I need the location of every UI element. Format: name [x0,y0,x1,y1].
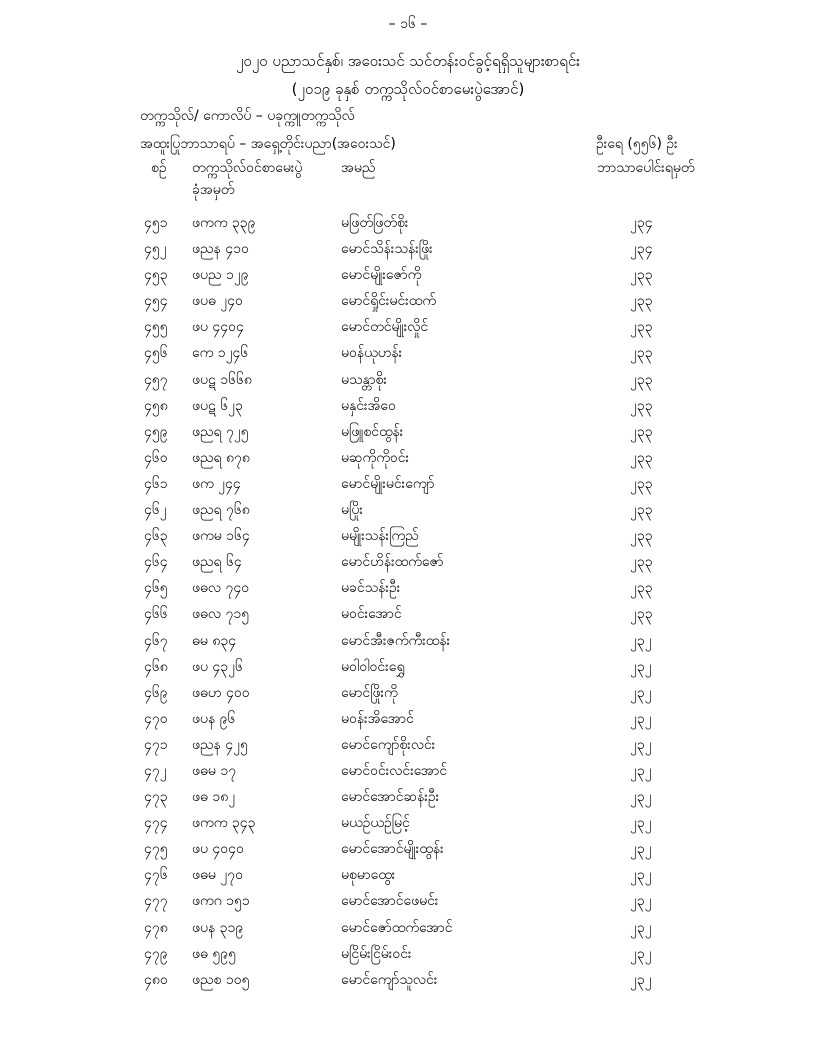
total-marks: ၂၃၂ [630,736,652,753]
table-row [0,291,816,317]
table-row [0,839,816,865]
table-row [0,657,816,683]
table-row [0,891,816,917]
roll-number: ဖကက ၃၄၃ [192,815,256,832]
roll-number: ဖညရ ၇၆၈ [192,502,250,519]
student-name: မောင်မျိုးဇော်ကို [341,267,422,284]
total-marks: ၂၃၃ [630,423,653,440]
table-row [0,396,816,422]
row-number: ၄၇၇ [144,893,168,910]
roll-number: ဓမ ၈၃၄ [192,632,237,649]
student-name: မဝန်ယုဟန်း [341,345,403,362]
roll-number: ဖပန ၃၁၉ [192,919,244,936]
total-marks: ၂၃၂ [630,815,652,832]
row-number: ၄၅၁ [144,215,168,231]
roll-number: ဖညရ ၆၄ [192,554,242,571]
roll-number: ဖကမ ၁၆၄ [192,528,250,545]
table-row [0,448,816,474]
roll-number: ဖက ၂၄၄ [192,475,241,492]
total-marks: ၂၃၃ [630,606,653,623]
table-row [0,422,816,448]
student-count: ဦးရေ (၅၅၆) ဦး [596,136,678,152]
university-label: တက္ကသိုလ်/ ကောလိပ် – ပခုက္ကူတက္ကသိုလ် [140,108,355,124]
total-marks: ၂၃၃ [630,397,653,414]
total-marks: ၂၃၂ [630,841,652,858]
table-row [0,213,816,239]
total-marks: ၂၃၃ [630,502,653,519]
student-name: မစုမာထွေး [341,867,396,884]
total-marks: ၂၃၃ [630,293,653,310]
total-marks: ၂၃၃ [630,580,653,597]
total-marks: ၂၃၂ [630,632,652,649]
table-row [0,239,816,265]
roll-number: ဖဓမ ၂၇၀ [192,867,243,884]
row-number: ၄၅၄ [144,293,168,310]
row-number: ၄၇၂ [144,762,167,779]
table-row [0,604,816,630]
table-row [0,265,816,291]
total-marks: ၂၃၂ [630,893,652,910]
row-number: ၄၇၁ [144,736,168,753]
total-marks: ၂၃၃ [630,554,653,571]
student-name: မပြိုး [341,502,363,519]
table-row [0,787,816,813]
total-marks: ၂၃၂ [630,789,652,806]
total-marks: ၂၃၂ [630,684,652,701]
student-name: မောင်အီးဇက်ကီးထန်း [341,632,451,649]
table-row [0,683,816,709]
table-row [0,970,816,996]
roll-number: ဖပဋ ၆၂၃ [192,397,243,414]
table-row [0,631,816,657]
student-name: မောင်ဝင်းလင်းအောင် [341,762,448,779]
row-number: ၄၇၉ [144,945,168,962]
header-no: စဉ် [151,160,167,176]
header-name: အမည် [341,160,376,176]
row-number: ၄၆၉ [144,684,168,701]
row-number: ၄၅၆ [144,345,168,362]
table-row [0,370,816,396]
roll-number: ဖဓဟ ၄၀၀ [192,684,250,701]
student-name: မောင်ဇော်ထက်အောင် [341,919,453,936]
roll-number: ဖညန ၄၂၅ [192,736,248,753]
row-number: ၄၆၀ [144,449,168,466]
total-marks: ၂၃၂ [630,971,652,988]
student-name: မောင်ရှိုင်းမင်းထက် [341,293,437,310]
row-number: ၄၅၇ [144,371,168,388]
student-name: မောင်တင်မျိုးလှိုင် [341,319,429,336]
total-marks: ၂၃၂ [630,762,652,779]
total-marks: ၂၃၃ [630,528,653,545]
row-number: ၄၅၂ [144,241,167,258]
roll-number: ကေ ၁၂၄၆ [192,345,249,362]
total-marks: ၂၃၃ [630,371,653,388]
major-subject-label: အထူးပြုဘာသာရပ် – အရှေ့တိုင်းပညာ(အဝေးသင်) [140,136,396,152]
row-number: ၄၇၆ [144,867,168,884]
student-name: မသန္တာစိုး [341,371,387,388]
student-name: မဖြူစင်ထွန်း [341,423,404,440]
student-name: မနှင်းအိဝေ [341,397,396,414]
total-marks: ၂၃၂ [630,919,652,936]
row-number: ၄၅၉ [144,423,168,440]
roll-number: ဖညစ ၁၀၅ [192,971,250,988]
row-number: ၄၆၁ [144,475,168,492]
roll-number: ဖပဓ ၂၄၀ [192,293,243,310]
row-number: ၄၈၀ [144,971,168,988]
row-number: ၄၆၂ [144,502,167,519]
table-row [0,735,816,761]
roll-number: ဖညရ ၈၇၈ [192,449,250,466]
row-number: ၄၆၅ [144,580,168,597]
roll-number: ဖပဋ ၁၆၆၈ [192,371,252,388]
roll-number: ဖဓလ ၇၄၀ [192,580,250,597]
total-marks: ၂၃၃ [630,449,653,466]
row-number: ၄၇၈ [144,919,168,936]
total-marks: ၂၃၃ [630,319,653,336]
student-name: မောင်အောင်ဆန်းဦး [341,789,440,806]
roll-number: ဖဓလ ၇၁၅ [192,606,250,623]
table-row [0,526,816,552]
student-name: မောင်ကျော်သူလင်း [341,971,438,988]
roll-number: ဖပ ၄၄၀၄ [192,319,244,336]
row-number: ၄၇၅ [144,841,168,858]
student-name: မဝင်းအောင် [341,606,402,623]
total-marks: ၂၃၄ [630,241,653,258]
table-row [0,578,816,604]
row-number: ၄၆၆ [144,606,168,623]
table-row [0,317,816,343]
roll-number: ဖကက ၃၃၉ [192,215,256,231]
roll-number: ဖညန ၄၁၀ [192,241,249,258]
student-name: မောင်အောင်ဖေမင်း [341,893,439,910]
total-marks: ၂၃၂ [630,658,652,675]
page-number: – ၁၆ – [388,16,428,32]
total-marks: ၂၃၄ [630,215,653,231]
table-row [0,552,816,578]
roll-number: ဖဓ ၁၈၂ [192,789,236,806]
student-name: မယဉ်ယဉ်မြင့် [341,815,410,832]
student-name: မဆုကိုကိုဝင်း [341,449,410,466]
document-title: ၂၀၂၀ ပညာသင်နှစ်၊ အဝေးသင် သင်တန်းဝင်ခွင့်ရရှိသူများစာရင်း [236,52,580,70]
roll-number: ဖပ ၄၃၂၆ [192,658,243,675]
table-row [0,865,816,891]
table-row [0,944,816,970]
roll-number: ဖကဂ ၁၅၁ [192,893,250,910]
table-row [0,500,816,526]
student-name: မောင်အောင်မျိုးထွန်း [341,841,444,858]
total-marks: ၂၃၃ [630,267,653,284]
table-row [0,918,816,944]
roll-number: ဖပည ၁၂၉ [192,267,249,284]
header-roll-number: တက္ကသိုလ်ဝင်စာမေးပွဲ [192,160,303,176]
student-name: မဖြတ်ဖြတ်စိုး [341,215,409,231]
header-total-marks: ဘာသာပေါင်းရမှတ် [597,160,695,176]
roll-number: ဖဓ ၅၉၅ [192,945,236,962]
student-name: မမျိုးသန်းကြည် [341,528,419,545]
student-name: မငြိမ်းငြိမ်းဝင်း [341,945,412,962]
total-marks: ၂၃၂ [630,945,652,962]
roll-number: ဖဓမ ၁၇ [192,762,237,779]
row-number: ၄၇၀ [144,710,168,727]
roll-number: ဖပ ၄၀၄၀ [192,841,244,858]
row-number: ၄၅၅ [144,319,168,336]
total-marks: ၂၃၃ [630,475,653,492]
student-list [0,213,816,996]
row-number: ၄၆၇ [144,632,168,649]
student-name: မဝန်းအိအောင် [341,710,414,727]
student-name: မောင်ကျော်စိုးလင်း [341,736,436,753]
row-number: ၄၆၄ [144,554,168,571]
table-row [0,474,816,500]
row-number: ၄၅၃ [144,267,168,284]
table-row [0,709,816,735]
row-number: ၄၅၈ [144,397,168,414]
header-roll-number-line2: ခုံအမှတ် [192,182,235,198]
total-marks: ၂၃၃ [630,345,653,362]
student-name: မောင်ဖြိုးကို [341,684,398,701]
roll-number: ဖညရ ၇၂၅ [192,423,249,440]
student-name: မောင်သိန်းသန်းဖြိုး [341,241,433,258]
row-number: ၄၇၄ [144,815,168,832]
total-marks: ၂၃၂ [630,867,652,884]
document-subtitle: (၂၀၁၉ ခုနှစ် တက္ကသိုလ်ဝင်စာမေးပွဲအောင်) [291,80,525,98]
roll-number: ဖပန ၉၆ [192,710,236,727]
row-number: ၄၆၈ [144,658,168,675]
student-name: မခင်သန်းဦး [341,580,401,597]
table-row [0,343,816,369]
student-name: မောင်ဟိန်းထက်ဇော် [341,554,444,571]
total-marks: ၂၃၂ [630,710,652,727]
table-row [0,813,816,839]
student-name: မဝါဝါဝင်းရွှေ [341,658,405,675]
table-row [0,761,816,787]
student-name: မောင်မျိုးမင်းကျော် [341,475,435,492]
row-number: ၄၇၃ [144,789,168,806]
row-number: ၄၆၃ [144,528,168,545]
